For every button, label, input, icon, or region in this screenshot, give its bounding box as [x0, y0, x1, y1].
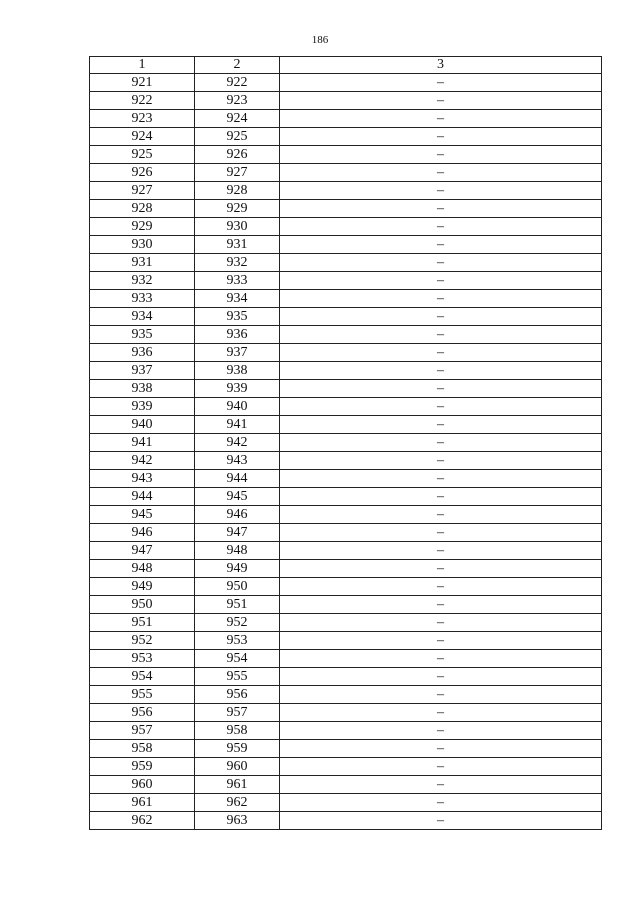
table-row [90, 218, 602, 236]
table-cell-col-2: 944 [195, 470, 280, 488]
table-cell-col-1: 961 [90, 794, 195, 812]
table-cell-col-2: 954 [195, 650, 280, 668]
table-cell-col-2: 941 [195, 416, 280, 434]
table-cell-col-1: 947 [90, 542, 195, 560]
table-cell-col-3: – [280, 704, 602, 722]
table-cell-col-2: 959 [195, 740, 280, 758]
page-number: 186 [311, 34, 329, 46]
table-cell-col-3: – [280, 524, 602, 542]
table-cell-col-2: 922 [195, 74, 280, 92]
table-cell-col-2: 936 [195, 326, 280, 344]
table-cell-col-3: – [280, 506, 602, 524]
table-row [90, 128, 602, 146]
table-row [90, 470, 602, 488]
table-row [90, 560, 602, 578]
table-row [90, 758, 602, 776]
column-header-1: 1 [90, 57, 195, 74]
table-cell-col-2: 933 [195, 272, 280, 290]
table-cell-col-3: – [280, 470, 602, 488]
table-cell-col-1: 956 [90, 704, 195, 722]
table-cell-col-3: – [280, 452, 602, 470]
table-row [90, 164, 602, 182]
table-cell-col-3: – [280, 776, 602, 794]
table-cell-col-2: 926 [195, 146, 280, 164]
table-cell-col-1: 962 [90, 812, 195, 830]
table-cell-col-1: 948 [90, 560, 195, 578]
column-header-2: 2 [195, 57, 280, 74]
table-cell-col-2: 938 [195, 362, 280, 380]
table-cell-col-2: 934 [195, 290, 280, 308]
table-cell-col-2: 955 [195, 668, 280, 686]
table-cell-col-2: 930 [195, 218, 280, 236]
table-cell-col-1: 924 [90, 128, 195, 146]
table-cell-col-1: 934 [90, 308, 195, 326]
table-row [90, 434, 602, 452]
table-cell-col-2: 935 [195, 308, 280, 326]
table-row [90, 578, 602, 596]
table-cell-col-3: – [280, 632, 602, 650]
table-cell-col-3: – [280, 128, 602, 146]
table-cell-col-2: 952 [195, 614, 280, 632]
table-cell-col-1: 930 [90, 236, 195, 254]
table-cell-col-3: – [280, 110, 602, 128]
table-cell-col-1: 941 [90, 434, 195, 452]
table-cell-col-2: 953 [195, 632, 280, 650]
table-row [90, 272, 602, 290]
table-cell-col-1: 921 [90, 74, 195, 92]
table-cell-col-1: 937 [90, 362, 195, 380]
table-cell-col-1: 959 [90, 758, 195, 776]
table-header-row [90, 57, 602, 74]
table-cell-col-3: – [280, 758, 602, 776]
table-cell-col-3: – [280, 344, 602, 362]
table-row [90, 74, 602, 92]
table-cell-col-3: – [280, 596, 602, 614]
table-cell-col-1: 928 [90, 200, 195, 218]
table-cell-col-1: 922 [90, 92, 195, 110]
table-cell-col-2: 960 [195, 758, 280, 776]
table-row [90, 290, 602, 308]
table-cell-col-1: 944 [90, 488, 195, 506]
table-cell-col-3: – [280, 614, 602, 632]
table-row [90, 524, 602, 542]
table-cell-col-2: 946 [195, 506, 280, 524]
table-cell-col-1: 960 [90, 776, 195, 794]
table-cell-col-1: 936 [90, 344, 195, 362]
table-row [90, 344, 602, 362]
table-cell-col-3: – [280, 74, 602, 92]
table-cell-col-2: 940 [195, 398, 280, 416]
table-cell-col-3: – [280, 488, 602, 506]
table-cell-col-1: 957 [90, 722, 195, 740]
table-row [90, 380, 602, 398]
table-row [90, 506, 602, 524]
table-cell-col-3: – [280, 416, 602, 434]
table-cell-col-2: 958 [195, 722, 280, 740]
table-row [90, 686, 602, 704]
table-cell-col-2: 929 [195, 200, 280, 218]
table-cell-col-1: 935 [90, 326, 195, 344]
table-cell-col-3: – [280, 200, 602, 218]
table-row [90, 776, 602, 794]
table-cell-col-2: 927 [195, 164, 280, 182]
table-row [90, 632, 602, 650]
table-row [90, 416, 602, 434]
table-cell-col-3: – [280, 236, 602, 254]
table-row [90, 308, 602, 326]
table-cell-col-2: 956 [195, 686, 280, 704]
table-cell-col-3: – [280, 218, 602, 236]
table-cell-col-3: – [280, 290, 602, 308]
table-cell-col-2: 957 [195, 704, 280, 722]
table-row [90, 452, 602, 470]
table-row [90, 182, 602, 200]
table-cell-col-2: 924 [195, 110, 280, 128]
table-body [90, 74, 602, 830]
table-cell-col-1: 942 [90, 452, 195, 470]
table-row [90, 146, 602, 164]
table-cell-col-1: 943 [90, 470, 195, 488]
table-cell-col-2: 963 [195, 812, 280, 830]
table-row [90, 668, 602, 686]
table-cell-col-3: – [280, 434, 602, 452]
table-row [90, 812, 602, 830]
table-cell-col-1: 933 [90, 290, 195, 308]
table-cell-col-1: 927 [90, 182, 195, 200]
table-cell-col-3: – [280, 254, 602, 272]
table-cell-col-3: – [280, 380, 602, 398]
table-row [90, 704, 602, 722]
table-cell-col-3: – [280, 182, 602, 200]
table-cell-col-1: 955 [90, 686, 195, 704]
table-cell-col-1: 925 [90, 146, 195, 164]
table-cell-col-3: – [280, 686, 602, 704]
table-row [90, 326, 602, 344]
table-cell-col-2: 945 [195, 488, 280, 506]
table-cell-col-2: 962 [195, 794, 280, 812]
table-cell-col-1: 950 [90, 596, 195, 614]
table-cell-col-3: – [280, 578, 602, 596]
table-cell-col-2: 948 [195, 542, 280, 560]
table-row [90, 596, 602, 614]
table-row [90, 92, 602, 110]
table-cell-col-1: 938 [90, 380, 195, 398]
table-cell-col-2: 942 [195, 434, 280, 452]
table-row [90, 794, 602, 812]
table-cell-col-3: – [280, 542, 602, 560]
table-cell-col-1: 951 [90, 614, 195, 632]
data-table [89, 56, 602, 830]
table-cell-col-2: 961 [195, 776, 280, 794]
table-cell-col-2: 949 [195, 560, 280, 578]
table-cell-col-2: 928 [195, 182, 280, 200]
table-cell-col-3: – [280, 272, 602, 290]
table-cell-col-1: 939 [90, 398, 195, 416]
table-cell-col-1: 926 [90, 164, 195, 182]
table-row [90, 650, 602, 668]
table-row [90, 740, 602, 758]
table-cell-col-2: 943 [195, 452, 280, 470]
table-row [90, 236, 602, 254]
table-row [90, 254, 602, 272]
table-cell-col-3: – [280, 92, 602, 110]
table-cell-col-1: 923 [90, 110, 195, 128]
table-cell-col-2: 923 [195, 92, 280, 110]
table-cell-col-1: 929 [90, 218, 195, 236]
table-cell-col-1: 952 [90, 632, 195, 650]
table-cell-col-3: – [280, 740, 602, 758]
table-row [90, 542, 602, 560]
table-row [90, 722, 602, 740]
table-row [90, 362, 602, 380]
table-cell-col-3: – [280, 326, 602, 344]
table-cell-col-1: 946 [90, 524, 195, 542]
table-row [90, 488, 602, 506]
table-cell-col-2: 937 [195, 344, 280, 362]
table-cell-col-2: 951 [195, 596, 280, 614]
table-cell-col-2: 932 [195, 254, 280, 272]
table-cell-col-3: – [280, 722, 602, 740]
table-cell-col-1: 953 [90, 650, 195, 668]
table-row [90, 200, 602, 218]
table-cell-col-1: 940 [90, 416, 195, 434]
table-row [90, 614, 602, 632]
table-cell-col-3: – [280, 398, 602, 416]
table-cell-col-2: 950 [195, 578, 280, 596]
table-cell-col-3: – [280, 668, 602, 686]
table-row [90, 110, 602, 128]
table-cell-col-3: – [280, 164, 602, 182]
table-cell-col-3: – [280, 362, 602, 380]
table-cell-col-1: 932 [90, 272, 195, 290]
table-cell-col-3: – [280, 560, 602, 578]
table-cell-col-1: 958 [90, 740, 195, 758]
table-cell-col-2: 925 [195, 128, 280, 146]
table-cell-col-3: – [280, 794, 602, 812]
table-cell-col-3: – [280, 650, 602, 668]
column-header-3: 3 [280, 57, 602, 74]
table-cell-col-2: 947 [195, 524, 280, 542]
table-cell-col-1: 931 [90, 254, 195, 272]
table-cell-col-1: 954 [90, 668, 195, 686]
table-cell-col-3: – [280, 812, 602, 830]
table-row [90, 398, 602, 416]
table-cell-col-2: 939 [195, 380, 280, 398]
table-cell-col-3: – [280, 308, 602, 326]
table-cell-col-1: 949 [90, 578, 195, 596]
table-cell-col-3: – [280, 146, 602, 164]
table-cell-col-1: 945 [90, 506, 195, 524]
table-cell-col-2: 931 [195, 236, 280, 254]
